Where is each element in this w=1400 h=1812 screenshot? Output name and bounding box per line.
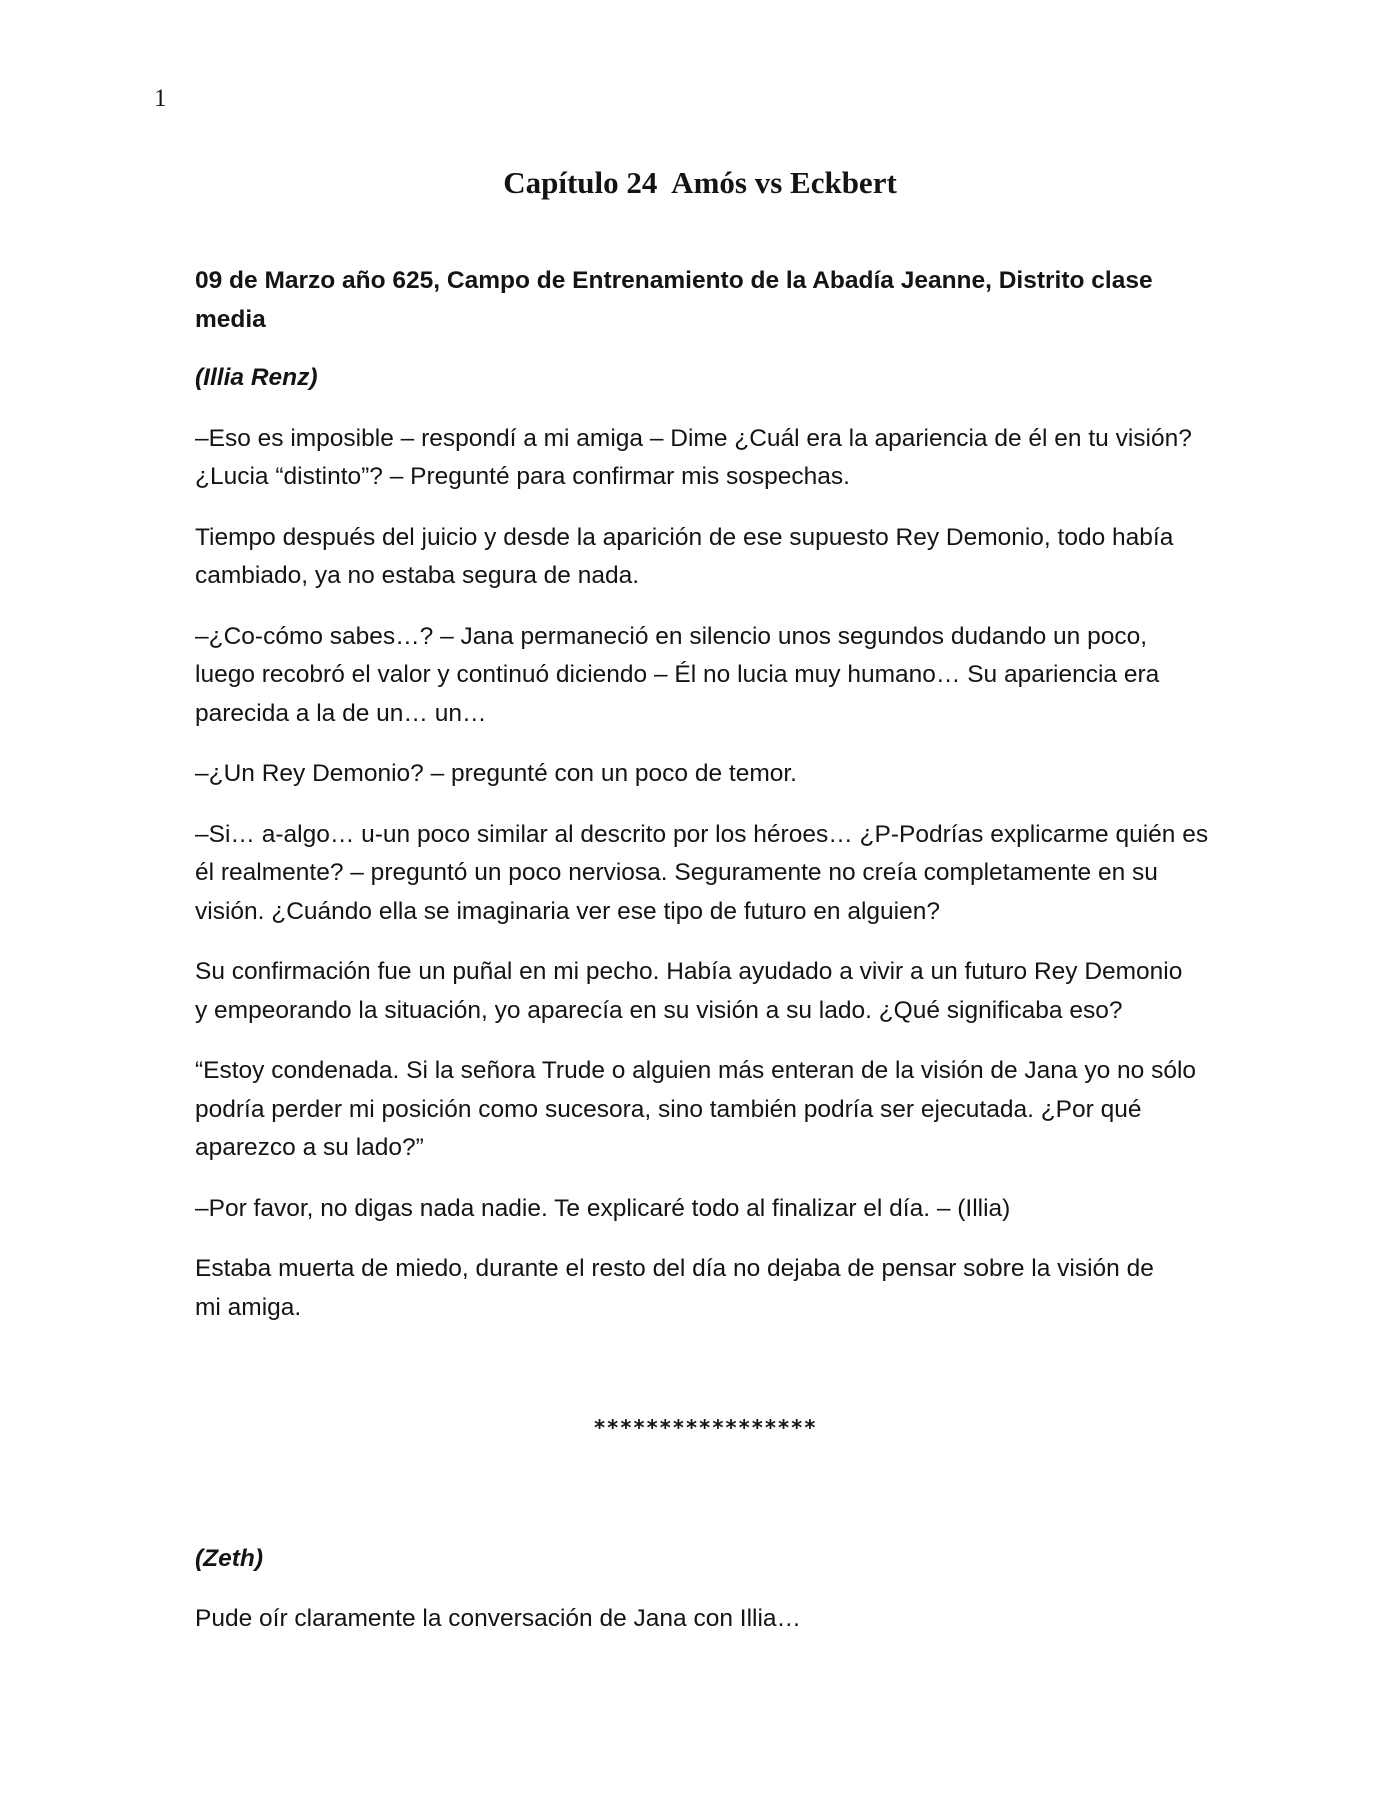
paragraph: “Estoy condenada. Si la señora Trude o alguien más enteran de la visión de Jana yo no sólo podría perder mi posición como sucesora, sino también podría ser ejecutada. ¿Por qué aparezco a su lado?”: [195, 1057, 1197, 1161]
page-number: 1: [154, 85, 167, 112]
narrator-heading-illia: (Illia Renz): [195, 364, 318, 391]
paragraph: –Por favor, no digas nada nadie. Te explicaré todo al finalizar el día. – (Illia): [195, 1194, 1011, 1222]
paragraph: –¿Co-cómo sabes…? – Jana permaneció en silencio unos segundos dudando un poco, luego recobró el valor y continuó diciendo – Él no lucia muy humano… Su apariencia era parecida a la de un… un…: [195, 622, 1160, 727]
paragraph: –Si… a-algo… u-un poco similar al descrito por los héroes… ¿P-Podrías explicarme quién es él realmente? – preguntó un poco nerviosa. Seguramente no creía completamente en su visión. ¿Cuándo ella se imaginaria ver ese tipo de futuro en alguien?: [195, 820, 1209, 925]
document-body: [195, 262, 1215, 1661]
chapter-title: Capítulo 24 Amós vs Eckbert: [503, 165, 897, 200]
paragraph: Pude oír claramente la conversación de Jana con Illia…: [195, 1605, 802, 1632]
paragraph: Tiempo después del juicio y desde la aparición de ese supuesto Rey Demonio, todo había cambiado, ya no estaba segura de nada.: [195, 523, 1174, 589]
paragraph: Estaba muerta de miedo, durante el resto del día no dejaba de pensar sobre la visión de mi amiga.: [195, 1255, 1154, 1321]
narrator-heading-zeth: (Zeth): [195, 1544, 264, 1572]
paragraph: Su confirmación fue un puñal en mi pecho. Había ayudado a vivir a un futuro Rey Demonio y empeorando la situación, yo aparecía en su visión a su lado. ¿Qué significaba eso?: [195, 958, 1183, 1024]
section-separator: *****************: [593, 1416, 817, 1440]
paragraph: –¿Un Rey Demonio? – pregunté con un poco de temor.: [195, 760, 797, 787]
paragraph: –Eso es imposible – respondí a mi amiga – Dime ¿Cuál era la apariencia de él en tu visión? ¿Lucia “distinto”? – Pregunté para confirmar mis sospechas.: [195, 424, 1192, 490]
scene-setting: 09 de Marzo año 625, Campo de Entrenamiento de la Abadía Jeanne, Distrito clase media: [195, 267, 1153, 333]
